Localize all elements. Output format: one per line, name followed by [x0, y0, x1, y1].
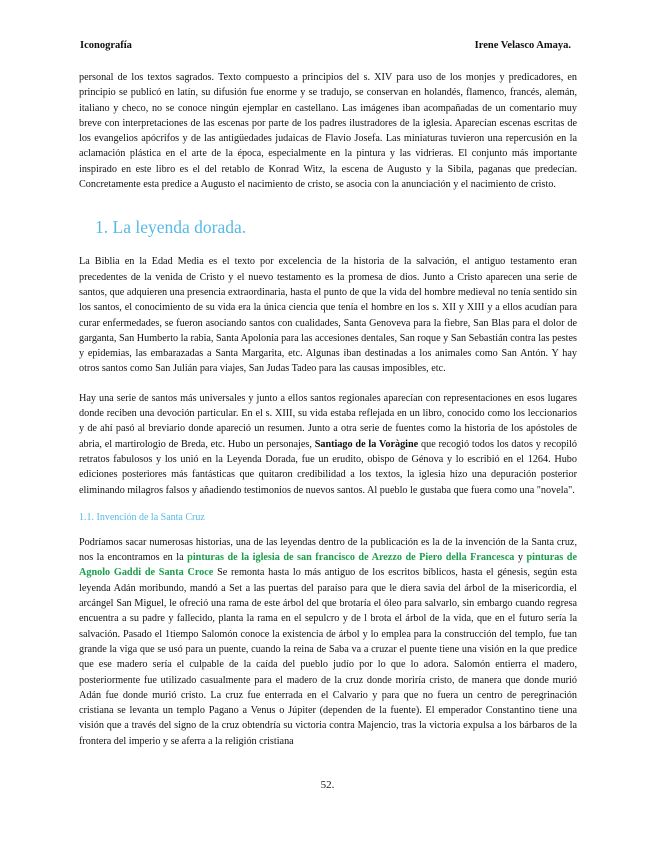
header-author: Irene Velasco Amaya.	[474, 40, 571, 51]
subsection-paragraph	[79, 535, 577, 749]
santa-croce-paintings-link[interactable]: pinturas de Agnolo Gaddi de Santa Croce	[79, 552, 577, 579]
subsection-text-b: y	[514, 552, 527, 564]
page-content	[79, 70, 577, 749]
subsection-heading: 1.1. Invención de la Santa Cruz	[79, 511, 205, 523]
author-name: Santiago de la Voràgine	[314, 438, 419, 450]
header-left-title: Iconografía	[80, 40, 132, 51]
paragraph-2-text-b: que recogió todos los datos y recopiló retratos fabulosos y los unió en la Leyenda Dorada, fue un erudito, obispo de Génova y lo escribió en el 1264. Hubo ediciones posteriores más fantásticas que quitaron credibilidad a los textos, la iglesia hizo una depuración posterior eliminando milagros falsos y añadiendo testimonios de nuevos santos. Al pueblo le gustaba que fuera como una "novela".	[79, 438, 578, 496]
page-number: 52.	[320, 779, 335, 791]
subsection-text-c: Se remonta hasta lo más antiguo de los escritos bíblicos, hasta el génesis, según esta leyenda Adán moribundo, mandó a Set a las puertas del paraíso para que le diera savia del árbol de la misericordia, el arcángel San Miguel, le ofreció una rama de este árbol del que brotaría el óleo para salvarlo, sin embargo cuando regresa encuentra a su padre y fallecido, planta la rama en el sepulcro y de l brota el árbol de la vida, que en el futuro sería la salvación. Pasado el 1tiempo Salomón conoce la existencia de árbol y lo emplea para la construcción del templo, fue tan grande la viga que se usó para un puente, cuando la reina de Saba va a cruzar el puente tiene una visión en la que predice que ese madero sería el culpable de la caída del pueblo judío por lo que lo adora. Salomón entierra el madero, posteriormente fue utilizado casualmente para el madero de la cruz donde moriría cristo, de manera que donde murió Adán fue donde murió cristo. La cruz fue enterrada en el Calvario y para que no fuera un centro de peregrinación cristiana se levanta un templo Pagano a Venus o Júpiter (dependen de la fuente). El emperador Constantino tiene una visión que a través del signo de la cruz obtendría su victoria contra Majencio, tras la victoria expulsa a los bárbaros de la frontera del imperio y se aferra a la religión cristiana	[79, 567, 578, 747]
intro-paragraph: personal de los textos sagrados. Texto compuesto a principios del s. XIV para uso de los monjes y predicadores, en principio se publicó en latín, su difusión fue enorme y se tradujo, se conservan en holandés, flamenco, francés, alemán, italiano y checo, no se conoce ningún ejemplar en castellano. Las imágenes iban acompañadas de un comentario muy breve con interpretaciones de las escenas por parte de los padres ilustradores de la iglesia. Aparecían escenas escritas de los evangelios apócrifos y de las antigüedades judaicas de Flavio Josefa. Las miniaturas tuvieron una repercusión en la aclamación plástica en el arte de la época, especialmente en la pintura y las vidrieras. El conjunto más importante inspirado en este libro es el del retablo de Konrad Witz, la escena de Augusto y la Sibila, paganas que predecían. Concretamente esta predice a Augusto el nacimiento de cristo, se asocia con la anunciación y el nacimiento de cristo.	[79, 72, 577, 191]
section-heading: 1. La leyenda dorada.	[95, 217, 247, 238]
paragraph-2-text-a: Hay una serie de santos más universales y junto a ellos santos regionales aparecían con representaciones en esos lugares donde reciben una devoción particular. En el s. XIII, su vida estaba reflejada en un libro, conocido como los leccionarios y de ahí pasó al breviario donde apareció un resumen. Junto a otra serie de fuentes como la historia de los apóstoles de abria, el martirologio de Breda, etc. Hubo un personajes,	[79, 392, 577, 450]
section-paragraph-2	[79, 391, 577, 498]
subsection-text-a: Podríamos sacar numerosas historias, una de las leyendas dentro de la publicación es la de la invención de la Santa cruz, nos la encontramos en la	[79, 536, 577, 564]
arezzo-paintings-link[interactable]: pinturas de la iglesia de san francisco de Arezzo de Piero della Francesca	[187, 552, 515, 564]
page-header	[80, 40, 571, 51]
section-paragraph-1: La Biblia en la Edad Media es el texto por excelencia de la historia de la salvación, el antiguo testamento eran precedentes de la venida de Cristo y el nuevo testamento es la promesa de dios. Junto a Cristo aparecen una serie de santos, que adquieren una presencia extraordinaria, hasta el punto de que la vida del hombre medieval no tenía sentido sin los santos, el conocimiento de su vida era la única ciencia que tenía el hombre en los s. XII y XIII y a ellos acudían para curar enfermedades, se fueron asociando santos con cualidades, Santa Genoveva para la fiebre, San Blas para el dolor de garganta, San Humberto la rabia, Santa Apolonia para las accesiones dentales, San roque y San Sebastián contra las pestes y epidemias, las embarazadas a Santa Margarita, etc. Algunas iban destinadas a los animales como San Antón. Y hay otros santos como San Julián para viajes, San Judas Tadeo para las causas imposibles, etc.	[79, 256, 577, 375]
